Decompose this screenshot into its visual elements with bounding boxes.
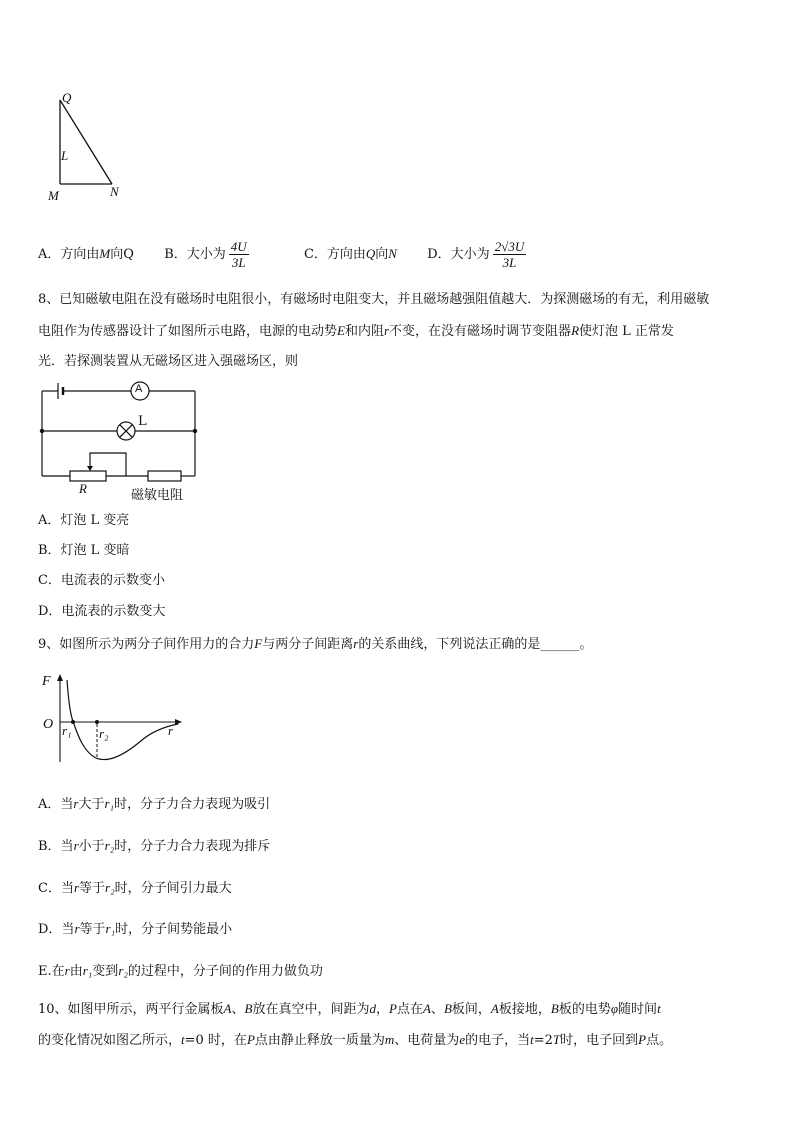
graph-axis-r: r bbox=[168, 723, 174, 738]
q10-line-1: 10、如图甲所示，两平行金属板A、B放在真空中，间距为d，P点在A、B板间，A板接地，B板的电势φ随时间t bbox=[38, 1001, 661, 1017]
label-m: M bbox=[48, 188, 59, 203]
q9-option-a: A．当r大于r₁时，分子力合力表现为吸引 bbox=[38, 796, 271, 812]
q7-option-b: B．大小为 $\frac{4U}{3L}$ bbox=[164, 239, 247, 270]
label-q: Q bbox=[62, 90, 72, 105]
circuit-diagram bbox=[38, 378, 208, 502]
q8-option-c: C．电流表的示数变小 bbox=[38, 573, 165, 588]
q9-option-d: D．当r等于r₁时，分子间势能最小 bbox=[38, 921, 233, 937]
q8-option-d: D．电流表的示数变大 bbox=[38, 604, 166, 619]
q10-line-2: 的变化情况如图乙所示，t=0 时，在P点由静止释放一质量为m、电荷量为e的电子，当t=2T时，电子回到P点。 bbox=[38, 1032, 673, 1048]
q7-option-d: D．大小为 $\frac{2√3U}{3L}$ bbox=[427, 239, 525, 270]
force-distance-graph bbox=[38, 672, 188, 767]
label-l: L bbox=[61, 148, 69, 163]
q9-option-b: B．当r小于r₂时，分子力合力表现为排斥 bbox=[38, 838, 271, 854]
rheostat-label: R bbox=[79, 481, 87, 496]
triangle-figure bbox=[40, 88, 140, 206]
q8-line-3: 光．若探测装置从无磁场区进入强磁场区，则 bbox=[38, 354, 299, 369]
graph-origin: O bbox=[43, 717, 54, 732]
q9-option-e: E.在r由r₁变到r₂的过程中，分子间的作用力做负功 bbox=[38, 963, 323, 979]
q8-option-a: A．灯泡 L 变亮 bbox=[38, 513, 130, 528]
q9-stem: 9、如图所示为两分子间作用力的合力F与两分子间距离r的关系曲线，下列说法正确的是______。 bbox=[38, 636, 593, 652]
graph-r2: r₂ bbox=[99, 726, 109, 741]
graph-r1: r₁ bbox=[62, 723, 72, 738]
label-n: N bbox=[110, 184, 119, 199]
fraction-d: $\frac{2√3U}{3L}$ bbox=[494, 239, 525, 270]
q7-option-a: A．方向由M向Q bbox=[38, 246, 134, 262]
q7-option-c: C．方向由Q向N bbox=[303, 246, 397, 262]
q9-option-c: C．当r等于r₂时，分子间引力最大 bbox=[38, 880, 232, 896]
q8-line-1: 8、已知磁敏电阻在没有磁场时电阻很小，有磁场时电阻变大，并且磁场越强阻值越大．为探测磁场的有无，利用磁敏 bbox=[38, 292, 710, 307]
lamp-label: L bbox=[138, 414, 147, 429]
q8-line-2: 电阻作为传感器设计了如图所示电路，电源的电动势E和内阻r不变，在没有磁场时调节变阻器R使灯泡 L 正常发 bbox=[38, 323, 674, 339]
q7-options bbox=[38, 236, 529, 273]
ammeter-label: A bbox=[135, 383, 143, 395]
sensor-label: 磁敏电阻 bbox=[131, 488, 184, 503]
fraction-b: $\frac{4U}{3L}$ bbox=[230, 239, 247, 270]
graph-axis-f: F bbox=[42, 674, 51, 689]
q8-option-b: B．灯泡 L 变暗 bbox=[38, 543, 130, 558]
